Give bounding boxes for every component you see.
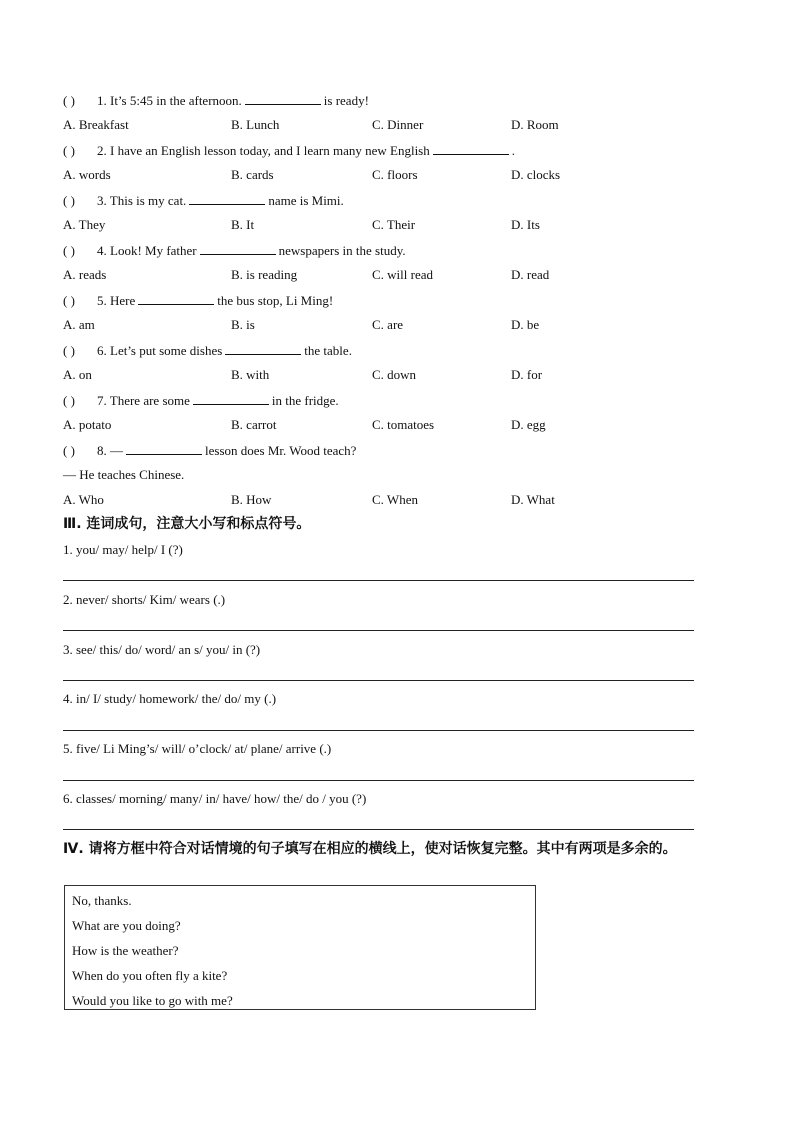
- scramble-item-3: 3. see/ this/ do/ word/ an s/ you/ in (?): [63, 642, 261, 657]
- option-d[interactable]: D. Its: [511, 217, 540, 232]
- fill-blank[interactable]: [138, 292, 214, 305]
- answer-line[interactable]: [63, 829, 694, 830]
- option-b[interactable]: B. is: [231, 317, 255, 332]
- option-d[interactable]: D. for: [511, 367, 543, 382]
- option-b[interactable]: B. with: [231, 367, 270, 382]
- answer-parentheses[interactable]: ( ): [63, 243, 75, 258]
- answer-line[interactable]: [63, 780, 694, 781]
- fill-blank[interactable]: [126, 442, 202, 455]
- option-c[interactable]: C. floors: [372, 167, 418, 182]
- option-a[interactable]: A. reads: [63, 267, 107, 282]
- question-1: [63, 92, 369, 109]
- scramble-item-5: 5. five/ Li Ming’s/ will/ o’clock/ at/ plane/ arrive (.): [63, 741, 332, 756]
- answer-parentheses[interactable]: ( ): [63, 93, 75, 108]
- question-stem: 1. It’s 5:45 in the afternoon.: [97, 93, 242, 108]
- question-stem: 4. Look! My father: [97, 243, 197, 258]
- answer-parentheses[interactable]: ( ): [63, 193, 75, 208]
- answer-line[interactable]: [63, 730, 694, 731]
- option-b[interactable]: B. It: [231, 217, 255, 232]
- option-d[interactable]: D. Room: [511, 117, 559, 132]
- section-3-title: Ⅲ. 连词成句，注意大小写和标点符号。: [63, 516, 311, 532]
- fill-blank[interactable]: [189, 192, 265, 205]
- answer-parentheses[interactable]: ( ): [63, 443, 75, 458]
- question-stem-end: in the fridge.: [271, 393, 339, 408]
- option-a[interactable]: A. am: [63, 317, 95, 332]
- option-b[interactable]: B. cards: [231, 167, 274, 182]
- answer-parentheses[interactable]: ( ): [63, 143, 75, 158]
- option-b[interactable]: B. is reading: [231, 267, 298, 282]
- option-b[interactable]: B. Lunch: [231, 117, 280, 132]
- scramble-item-6: 6. classes/ morning/ many/ in/ have/ how/ the/ do / you (?): [63, 791, 367, 806]
- question-stem-end: the bus stop, Li Ming!: [217, 293, 334, 308]
- question-stem-end: is ready!: [323, 93, 369, 108]
- question-8: [63, 442, 356, 459]
- option-c[interactable]: C. will read: [372, 267, 434, 282]
- choice-sentence: When do you often fly a kite?: [72, 968, 228, 983]
- section-4-title: Ⅳ. 请将方框中符合对话情境的句子填写在相应的横线上，使对话恢复完整。其中有两项是多余的。: [63, 841, 677, 857]
- option-d[interactable]: D. egg: [511, 417, 546, 432]
- option-a[interactable]: A. on: [63, 367, 92, 382]
- question-stem-end: the table.: [304, 343, 352, 358]
- question-4: [63, 242, 406, 259]
- fill-blank[interactable]: [193, 392, 269, 405]
- dialogue-reply: — He teaches Chinese.: [63, 467, 185, 482]
- question-stem: 5. Here: [97, 293, 136, 308]
- question-3: [63, 192, 344, 209]
- question-2: [63, 142, 515, 159]
- option-c[interactable]: C. tomatoes: [372, 417, 435, 432]
- option-c[interactable]: C. are: [372, 317, 404, 332]
- option-d[interactable]: D. be: [511, 317, 540, 332]
- answer-line[interactable]: [63, 630, 694, 631]
- question-stem: 6. Let’s put some dishes: [97, 343, 223, 358]
- option-a[interactable]: A. Who: [63, 492, 104, 507]
- question-stem: 8. —: [97, 443, 123, 458]
- option-b[interactable]: B. carrot: [231, 417, 277, 432]
- question-6: [63, 342, 352, 359]
- question-stem: 7. There are some: [97, 393, 190, 408]
- question-stem-end: newspapers in the study.: [278, 243, 406, 258]
- answer-parentheses[interactable]: ( ): [63, 393, 75, 408]
- fill-blank[interactable]: [225, 342, 301, 355]
- sentence-choice-box: [64, 885, 536, 1010]
- option-d[interactable]: D. read: [511, 267, 550, 282]
- choice-sentence: No, thanks.: [72, 893, 132, 908]
- choice-sentence: What are you doing?: [72, 918, 181, 933]
- question-5: [63, 292, 333, 309]
- answer-line[interactable]: [63, 680, 694, 681]
- option-a[interactable]: A. Breakfast: [63, 117, 129, 132]
- option-a[interactable]: A. potato: [63, 417, 112, 432]
- answer-parentheses[interactable]: ( ): [63, 293, 75, 308]
- scramble-item-2: 2. never/ shorts/ Kim/ wears (.): [63, 592, 226, 607]
- fill-blank[interactable]: [200, 242, 276, 255]
- answer-line[interactable]: [63, 580, 694, 581]
- question-stem: 3. This is my cat.: [97, 193, 187, 208]
- option-d[interactable]: D. What: [511, 492, 555, 507]
- option-c[interactable]: C. down: [372, 367, 417, 382]
- scramble-item-4: 4. in/ I/ study/ homework/ the/ do/ my (.): [63, 691, 277, 706]
- question-stem-end: name is Mimi.: [268, 193, 344, 208]
- question-stem: 2. I have an English lesson today, and I learn many new English: [97, 143, 430, 158]
- answer-parentheses[interactable]: ( ): [63, 343, 75, 358]
- option-a[interactable]: A. words: [63, 167, 111, 182]
- option-c[interactable]: C. Dinner: [372, 117, 424, 132]
- question-7: [63, 392, 339, 409]
- question-stem-end: lesson does Mr. Wood teach?: [205, 443, 357, 458]
- question-stem-end: .: [511, 143, 515, 158]
- option-a[interactable]: A. They: [63, 217, 106, 232]
- fill-blank[interactable]: [433, 142, 509, 155]
- choice-sentence: How is the weather?: [72, 943, 179, 958]
- option-b[interactable]: B. How: [231, 492, 272, 507]
- scramble-item-1: 1. you/ may/ help/ I (?): [63, 542, 183, 557]
- option-c[interactable]: C. When: [372, 492, 418, 507]
- option-d[interactable]: D. clocks: [511, 167, 561, 182]
- option-c[interactable]: C. Their: [372, 217, 416, 232]
- choice-sentence: Would you like to go with me?: [72, 993, 233, 1008]
- fill-blank[interactable]: [245, 92, 321, 105]
